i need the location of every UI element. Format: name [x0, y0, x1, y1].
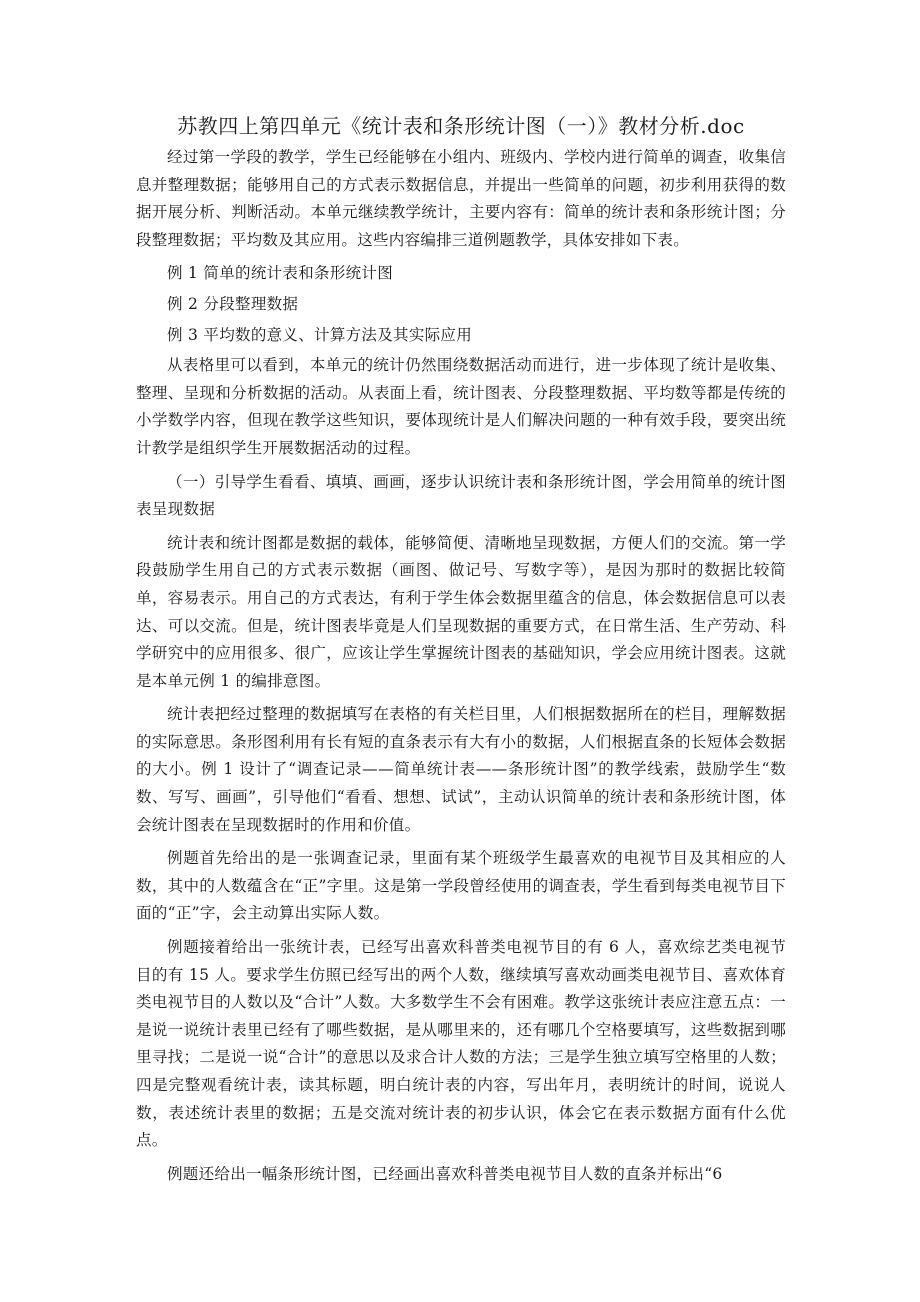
paragraph-survey-record: 例题首先给出的是一张调查记录，里面有某个班级学生最喜欢的电视节目及其相应的人数，其中的人数蕴含在“正”字里。这是第一学段曾经使用的调查表，学生看到每类电视节目下面的“正”字，会主动算出实际人数。	[136, 849, 786, 923]
paragraph-bar-chart: 例题还给出一幅条形统计图，已经画出喜欢科普类电视节目人数的直条并标出“6	[167, 1164, 723, 1183]
document-page	[136, 112, 786, 1188]
paragraph-intro: 经过第一学段的教学，学生已经能够在小组内、班级内、学校内进行简单的调查，收集信息并整理数据；能够用自己的方式表示数据信息，并提出一些简单的问题，初步利用获得的数据开展分析、判断活动。本单元继续教学统计，主要内容有：简单的统计表和条形统计图；分段整理数据；平均数及其应用。这些内容编排三道例题教学，具体安排如下表。	[136, 148, 786, 249]
paragraph-statistics-table: 例题接着给出一张统计表，已经写出喜欢科普类电视节目的有 6 人，喜欢综艺类电视节目的有 15 人。要求学生仿照已经写出的两个人数，继续填写喜欢动画类电视节目、喜欢体育类电视节目的人数以及“合计”人数。大多数学生不会有困难。教学这张统计表应注意五点：一是说一说统计表里已经有了哪些数据，是从哪里来的，还有哪几个空格要填写，这些数据到哪里寻找；二是说一说“合计”的意思以及求合计人数的方法；三是学生独立填写空格里的人数；四是完整观看统计表，读其标题，明白统计表的内容，写出年月，表明统计的时间，说说人数，表述统计表里的数据；五是交流对统计表的初步认识，体会它在表示数据方面有什么优点。	[136, 938, 786, 1150]
paragraph-example-3: 例 3 平均数的意义、计算方法及其实际应用	[167, 325, 473, 344]
paragraph-example-1: 例 1 简单的统计表和条形统计图	[167, 264, 394, 283]
paragraph-example-2: 例 2 分段整理数据	[167, 294, 299, 313]
paragraph-table-summary: 从表格里可以看到，本单元的统计仍然围绕数据活动而进行，进一步体现了统计是收集、整理、呈现和分析数据的活动。从表面上看，统计图表、分段整理数据、平均数等都是传统的小学数学内容，但现在教学这些知识，要体现统计是人们解决问题的一种有效手段，要突出统计教学是组织学生开展数据活动的过程。	[136, 356, 786, 457]
document-title: 苏教四上第四单元《统计表和条形统计图（一）》教材分析.doc	[177, 114, 745, 138]
paragraph-table-and-bar: 统计表把经过整理的数据填写在表格的有关栏目里，人们根据数据所在的栏目，理解数据的实际意思。条形图利用有长有短的直条表示有大有小的数据，人们根据直条的长短体会数据的大小。例 1 设计了“调查记录——简单统计表——条形统计图”的教学线索，鼓励学生“数数、写写、画画”，引导他们“看看、想想、试试”，主动认识简单的统计表和条形统计图，体会统计图表在呈现数据时的作用和价值。	[136, 705, 786, 834]
paragraph-section-heading-1: （一）引导学生看看、填填、画画，逐步认识统计表和条形统计图，学会用简单的统计图表呈现数据	[136, 472, 786, 519]
paragraph-carriers: 统计表和统计图都是数据的载体，能够简便、清晰地呈现数据，方便人们的交流。第一学段鼓励学生用自己的方式表示数据（画图、做记号、写数字等），是因为那时的数据比较简单，容易表示。用自己的方式表达，有利于学生体会数据里蕴含的信息，体会数据信息可以表达、可以交流。但是，统计图表毕竟是人们呈现数据的重要方式，在日常生活、生产劳动、科学研究中的应用很多、很广，应该让学生掌握统计图表的基础知识，学会应用统计图表。这就是本单元例 1 的编排意图。	[136, 533, 786, 690]
